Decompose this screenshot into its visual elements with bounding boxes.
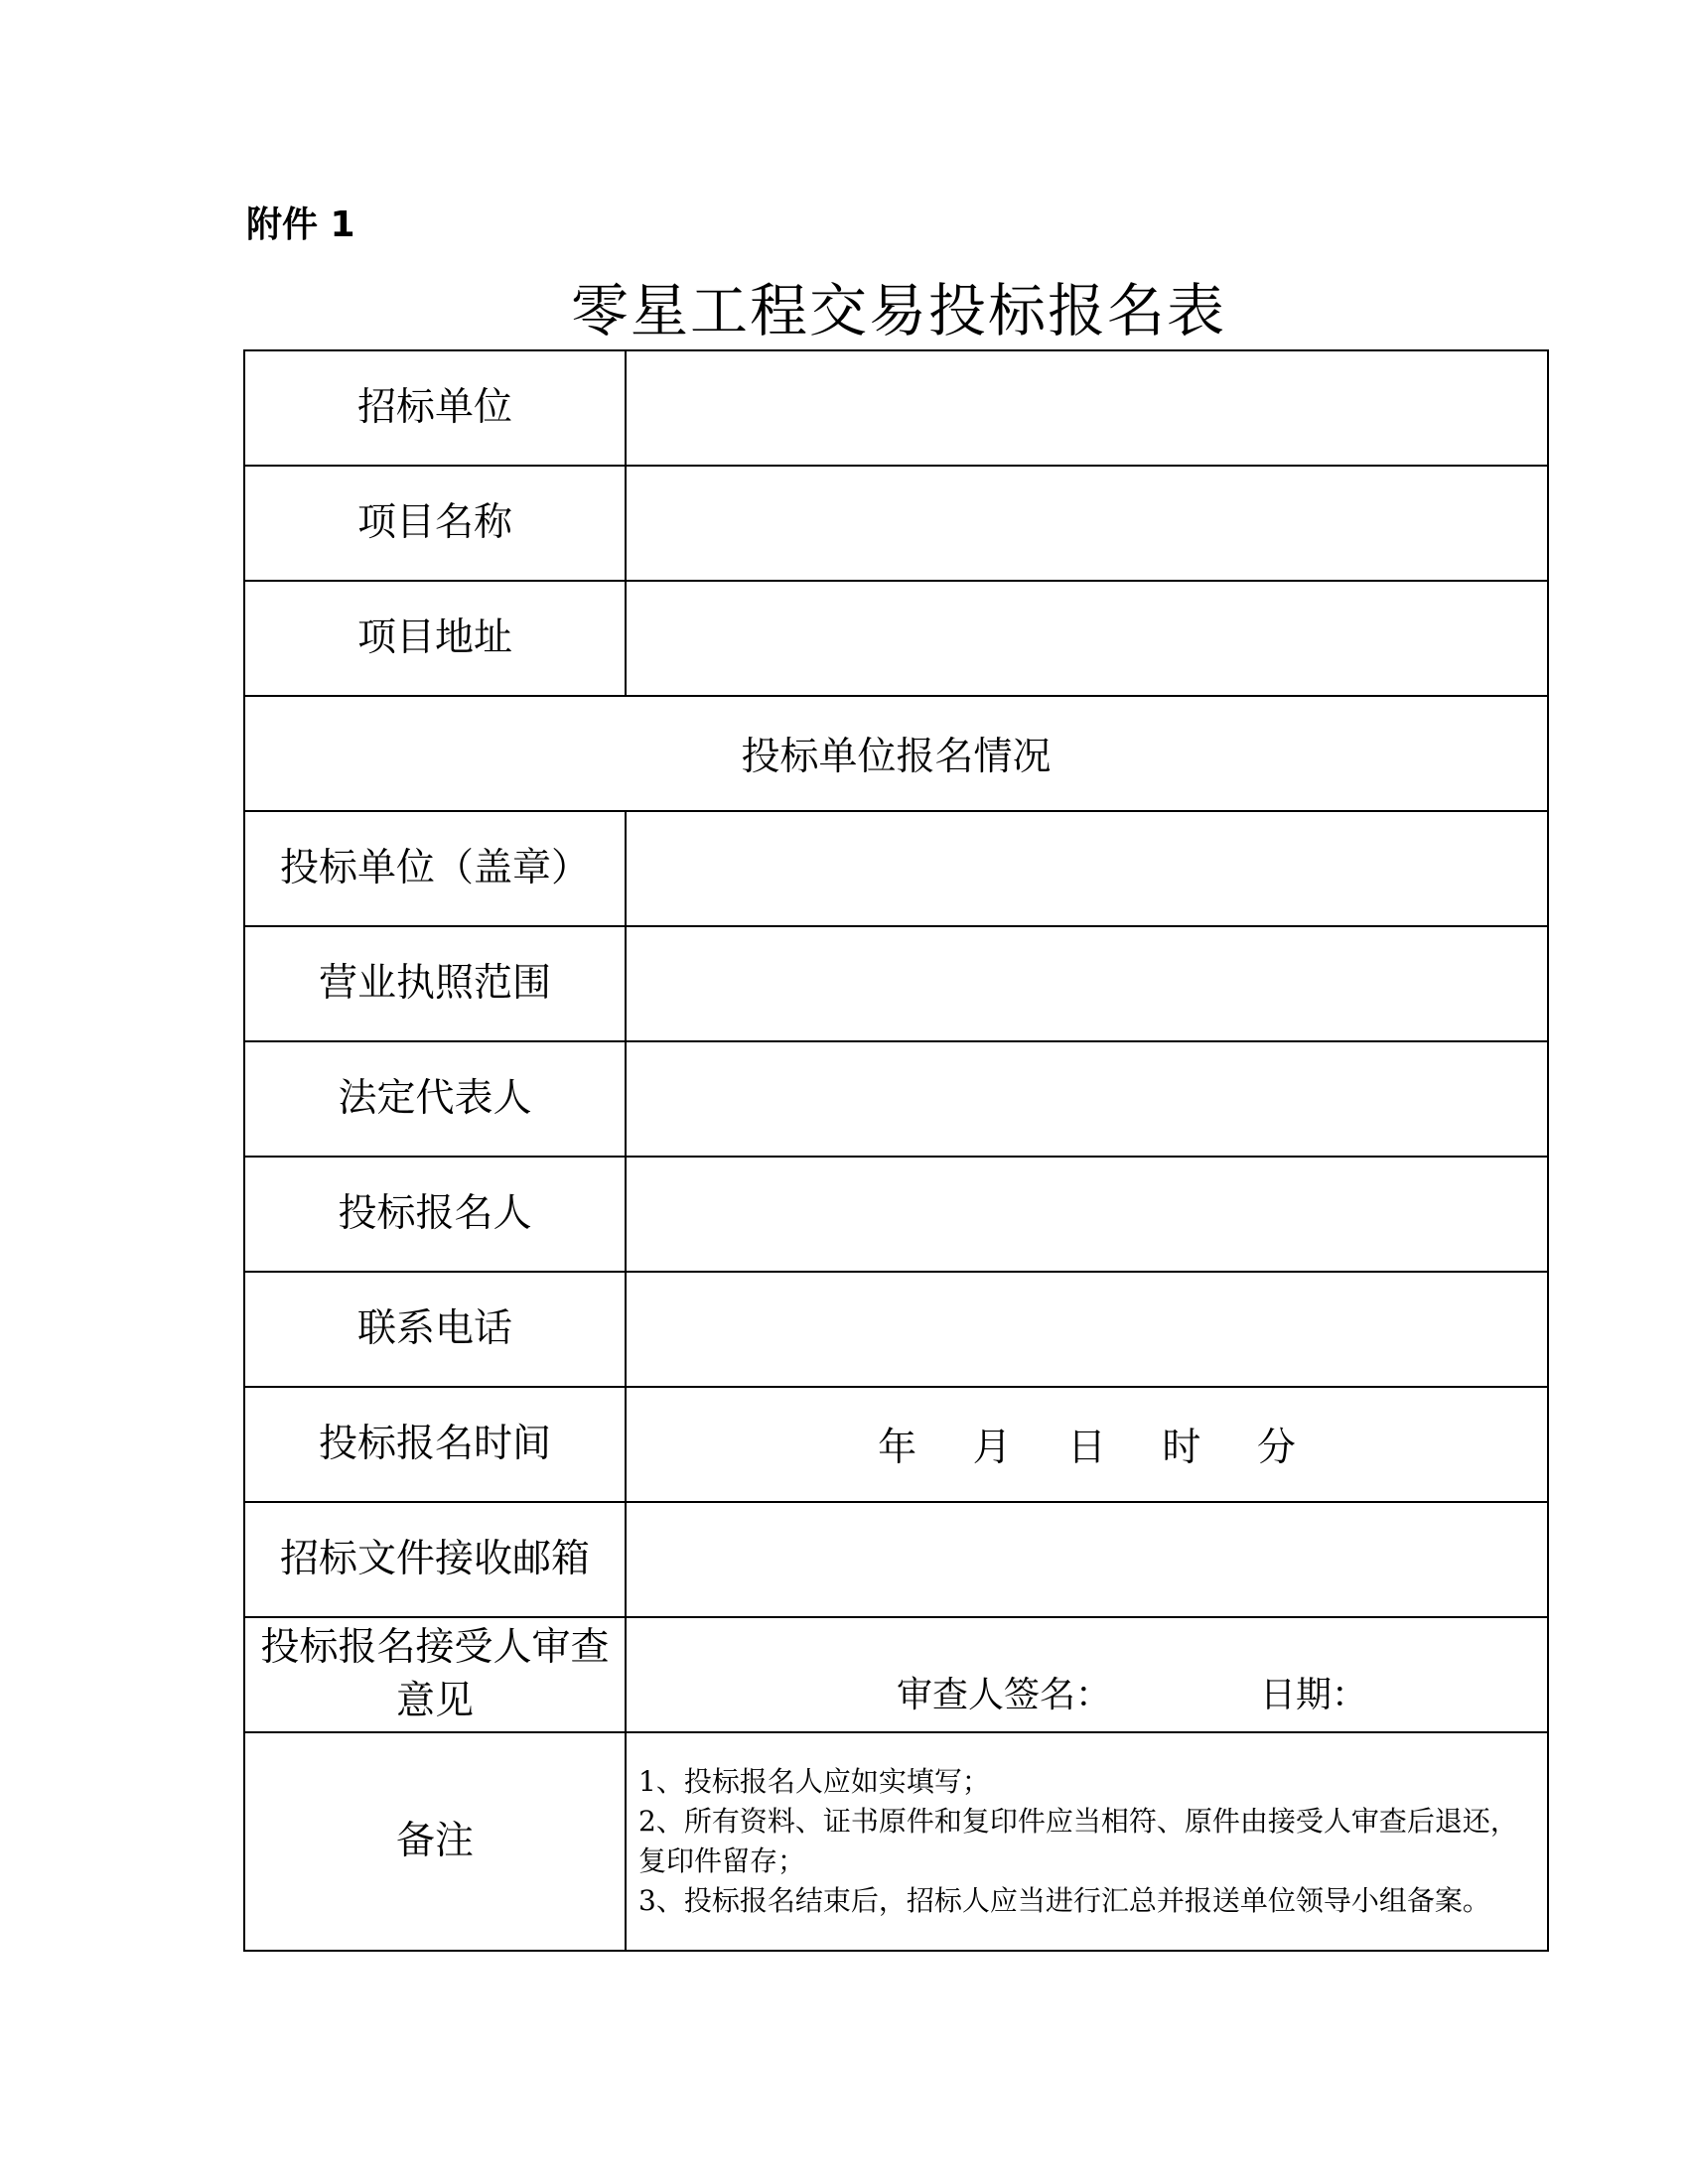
- phone-label: 联系电话: [244, 1272, 626, 1387]
- note-item: 2、所有资料、证书原件和复印件应当相符、原件由接受人审查后退还，复印件留存；: [638, 1805, 1518, 1877]
- year-unit: 年: [878, 1426, 917, 1470]
- note-item: 1、投标报名人应如实填写；: [638, 1765, 990, 1798]
- month-unit: 月: [972, 1426, 1012, 1470]
- table-row: [244, 1387, 1548, 1502]
- table-row: [244, 1041, 1548, 1157]
- notes-label: 备注: [244, 1732, 626, 1951]
- project-name-label: 项目名称: [244, 466, 626, 581]
- legal-rep-field[interactable]: [626, 1041, 1548, 1157]
- hour-unit: 时: [1162, 1426, 1201, 1470]
- table-row: [244, 350, 1548, 466]
- section-heading: 投标单位报名情况: [244, 696, 1548, 811]
- review-opinion-field[interactable]: [626, 1617, 1548, 1732]
- email-field[interactable]: [626, 1502, 1548, 1617]
- license-scope-label: 营业执照范围: [244, 926, 626, 1041]
- project-address-field[interactable]: [626, 581, 1548, 696]
- legal-rep-label: 法定代表人: [244, 1041, 626, 1157]
- minute-unit: 分: [1256, 1426, 1296, 1470]
- project-address-label: 项目地址: [244, 581, 626, 696]
- bidder-unit-field[interactable]: [626, 811, 1548, 926]
- attachment-label: 附件 1: [246, 205, 355, 245]
- table-row: [244, 696, 1548, 811]
- day-unit: 日: [1066, 1426, 1106, 1470]
- reviewer-signature-label: 审查人签名：: [897, 1675, 1112, 1715]
- tender-unit-label: 招标单位: [244, 350, 626, 466]
- table-row: [244, 466, 1548, 581]
- page-title: 零星工程交易投标报名表: [570, 277, 1226, 344]
- email-label: 招标文件接收邮箱: [244, 1502, 626, 1617]
- table-row: [244, 1617, 1548, 1732]
- table-row: [244, 1272, 1548, 1387]
- reg-time-field[interactable]: [626, 1387, 1548, 1502]
- table-row: [244, 1732, 1548, 1951]
- tender-unit-field[interactable]: [626, 350, 1548, 466]
- phone-field[interactable]: [626, 1272, 1548, 1387]
- review-opinion-label: 投标报名接受人审查意见: [244, 1617, 626, 1732]
- license-scope-field[interactable]: [626, 926, 1548, 1041]
- registrant-field[interactable]: [626, 1157, 1548, 1272]
- table-row: [244, 1157, 1548, 1272]
- review-signature-line: [627, 1667, 1547, 1723]
- registration-form-table: [243, 349, 1549, 1952]
- review-date-label: 日期：: [1260, 1675, 1368, 1715]
- notes-content: [626, 1732, 1548, 1951]
- project-name-field[interactable]: [626, 466, 1548, 581]
- table-row: [244, 1502, 1548, 1617]
- table-row: [244, 581, 1548, 696]
- table-row: [244, 811, 1548, 926]
- note-item: 3、投标报名结束后，招标人应当进行汇总并报送单位领导小组备案。: [638, 1884, 1490, 1917]
- reg-time-label: 投标报名时间: [244, 1387, 626, 1502]
- bidder-unit-label: 投标单位（盖章）: [244, 811, 626, 926]
- table-row: [244, 926, 1548, 1041]
- registrant-label: 投标报名人: [244, 1157, 626, 1272]
